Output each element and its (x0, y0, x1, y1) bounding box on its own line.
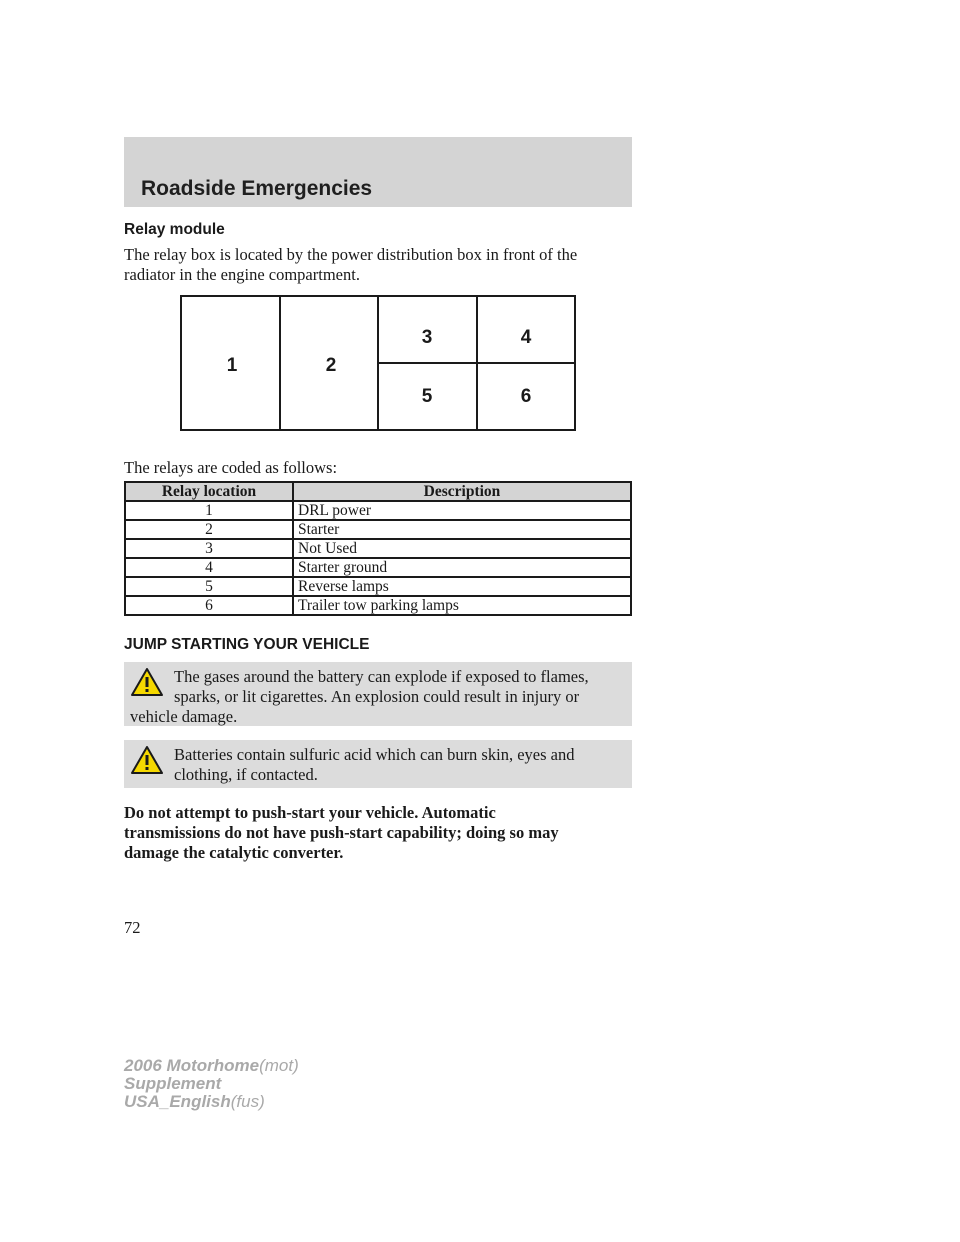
relay-description-cell: DRL power (293, 501, 631, 520)
table-row (125, 596, 631, 615)
warning-triangle-icon (130, 667, 164, 697)
relay-description-cell: Reverse lamps (293, 577, 631, 596)
table-row (125, 501, 631, 520)
diagram-divider (377, 362, 574, 364)
diagram-divider (279, 297, 281, 429)
relay-label-5: 5 (421, 386, 433, 407)
document-footer: 2006 Motorhome(mot) Supplement USA_English(fus) (124, 1056, 299, 1111)
column-header: Relay location (125, 482, 293, 501)
relay-label-4: 4 (520, 327, 532, 348)
table-row (125, 539, 631, 558)
relay-description-cell: Not Used (293, 539, 631, 558)
table-row (125, 558, 631, 577)
relay-label-3: 3 (421, 327, 433, 348)
warning-triangle-icon (130, 745, 164, 775)
relay-location-cell: 6 (125, 596, 293, 615)
relay-description-cell: Starter (293, 520, 631, 539)
relay-description-cell: Trailer tow parking lamps (293, 596, 631, 615)
table-header-row (125, 482, 631, 501)
relay-label-6: 6 (520, 386, 532, 407)
section-title: Roadside Emergencies (141, 177, 373, 200)
jump-starting-heading: JUMP STARTING YOUR VEHICLE (124, 636, 370, 653)
relay-intro-paragraph: The relay box is located by the power distribution box in front of the radiator in the engine compartment. (124, 245, 578, 284)
column-header: Description (293, 482, 631, 501)
relay-table (124, 481, 632, 616)
sulfuric-acid-warning: Batteries contain sulfuric acid which can burn skin, eyes and clothing, if contacted. (124, 740, 632, 788)
battery-explosion-warning: The gases around the battery can explode if exposed to flames, sparks, or lit cigarettes. An explosion could result in injury or vehicle damage. (124, 662, 632, 726)
push-start-notice: Do not attempt to push-start your vehicle. Automatic transmissions do not have push-start capability; doing so may damage the catalytic converter. (124, 803, 559, 862)
table-row (125, 577, 631, 596)
relay-location-cell: 5 (125, 577, 293, 596)
relay-location-cell: 3 (125, 539, 293, 558)
table-row (125, 520, 631, 539)
page-number: 72 (124, 918, 141, 937)
relay-module-heading: Relay module (124, 221, 225, 238)
relay-box-diagram (180, 295, 576, 431)
relay-location-cell: 1 (125, 501, 293, 520)
relay-location-cell: 2 (125, 520, 293, 539)
relay-location-cell: 4 (125, 558, 293, 577)
relay-description-cell: Starter ground (293, 558, 631, 577)
relay-label-1: 1 (226, 355, 238, 376)
relay-label-2: 2 (325, 355, 337, 376)
relays-coded-text: The relays are coded as follows: (124, 458, 338, 477)
